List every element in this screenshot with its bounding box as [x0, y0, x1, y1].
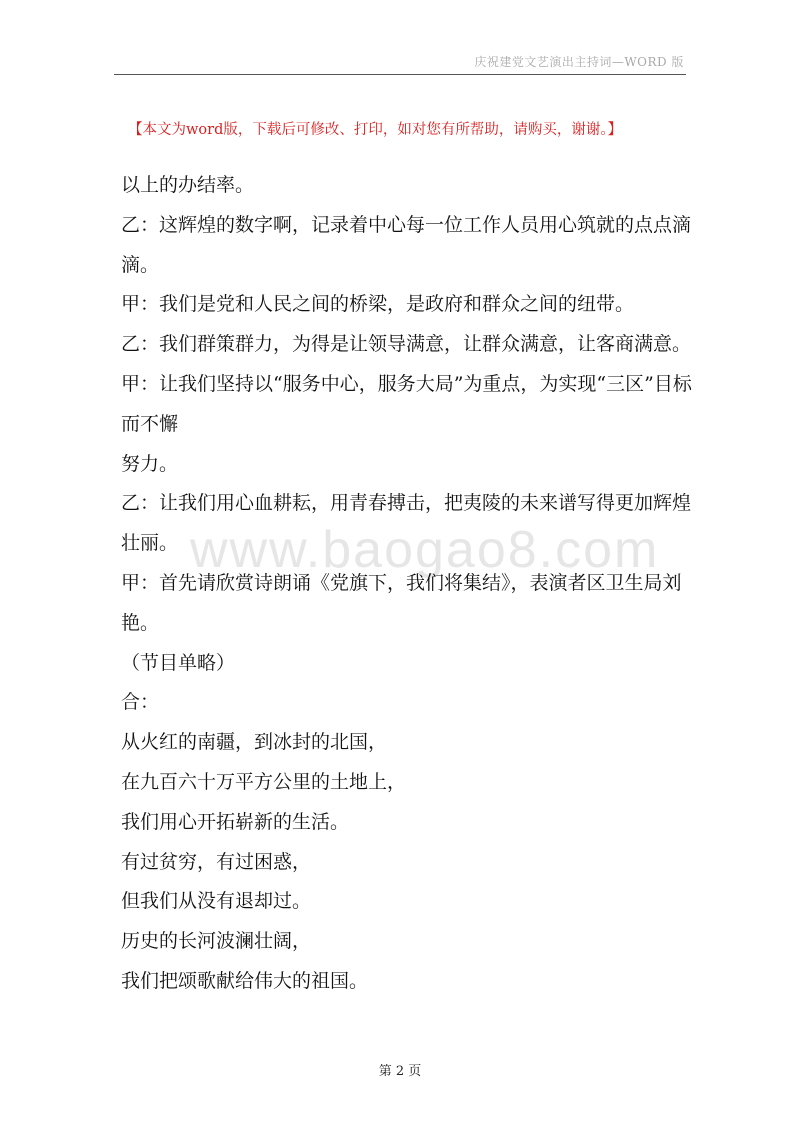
text-line: 艳。: [121, 611, 160, 634]
text-line: 有过贫穷，有过困惑，: [121, 850, 312, 873]
purchase-notice: 【本文为word版，下载后可修改、打印，如对您有所帮助，请购买，谢谢。】: [128, 122, 623, 138]
script-body: [121, 166, 691, 1002]
text-line: 我们把颂歌献给伟大的祖国。: [121, 969, 369, 992]
text-line: 乙：这辉煌的数字啊，记录着中心每一位工作人员用心筑就的点点滴: [121, 213, 692, 236]
text-line: 壮丽。: [121, 532, 179, 555]
text-line: 但我们从没有退却过。: [121, 890, 312, 913]
text-line: 乙：我们群策群力，为得是让领导满意，让群众满意，让客商满意。: [121, 333, 692, 356]
page-number: 第 2 页: [378, 1064, 422, 1079]
text-line: 我们用心开拓崭新的生活。: [121, 810, 350, 833]
running-header: 庆祝建党文艺演出主持词—WORD 版: [474, 55, 684, 69]
text-line: 而不懈: [121, 412, 179, 435]
text-line: 以上的办结率。: [121, 174, 255, 196]
watermark: www.baogao8.com: [190, 521, 660, 579]
text-line: （节目单略）: [121, 651, 236, 674]
text-line: 乙：让我们用心血耕耘，用青春搏击，把夷陵的未来谱写得更加辉煌: [121, 492, 692, 515]
text-line: 历史的长河波澜壮阔，: [121, 930, 312, 953]
text-line: 努力。: [121, 452, 179, 475]
text-line: 从火红的南疆，到冰封的北国，: [121, 731, 388, 754]
text-line: 滴。: [121, 253, 160, 276]
text-line: 合：: [121, 691, 160, 714]
text-line: 甲：我们是党和人民之间的桥梁，是政府和群众之间的纽带。: [121, 293, 635, 316]
text-line: 在九百六十万平方公里的土地上，: [121, 770, 407, 793]
text-line: 甲：让我们坚持以“服务中心，服务大局”为重点，为实现“三区”目标: [121, 372, 692, 395]
text-line: 甲：首先请欣赏诗朗诵《党旗下，我们将集结》，表演者区卫生局刘: [121, 571, 682, 594]
header-divider: [114, 74, 686, 75]
